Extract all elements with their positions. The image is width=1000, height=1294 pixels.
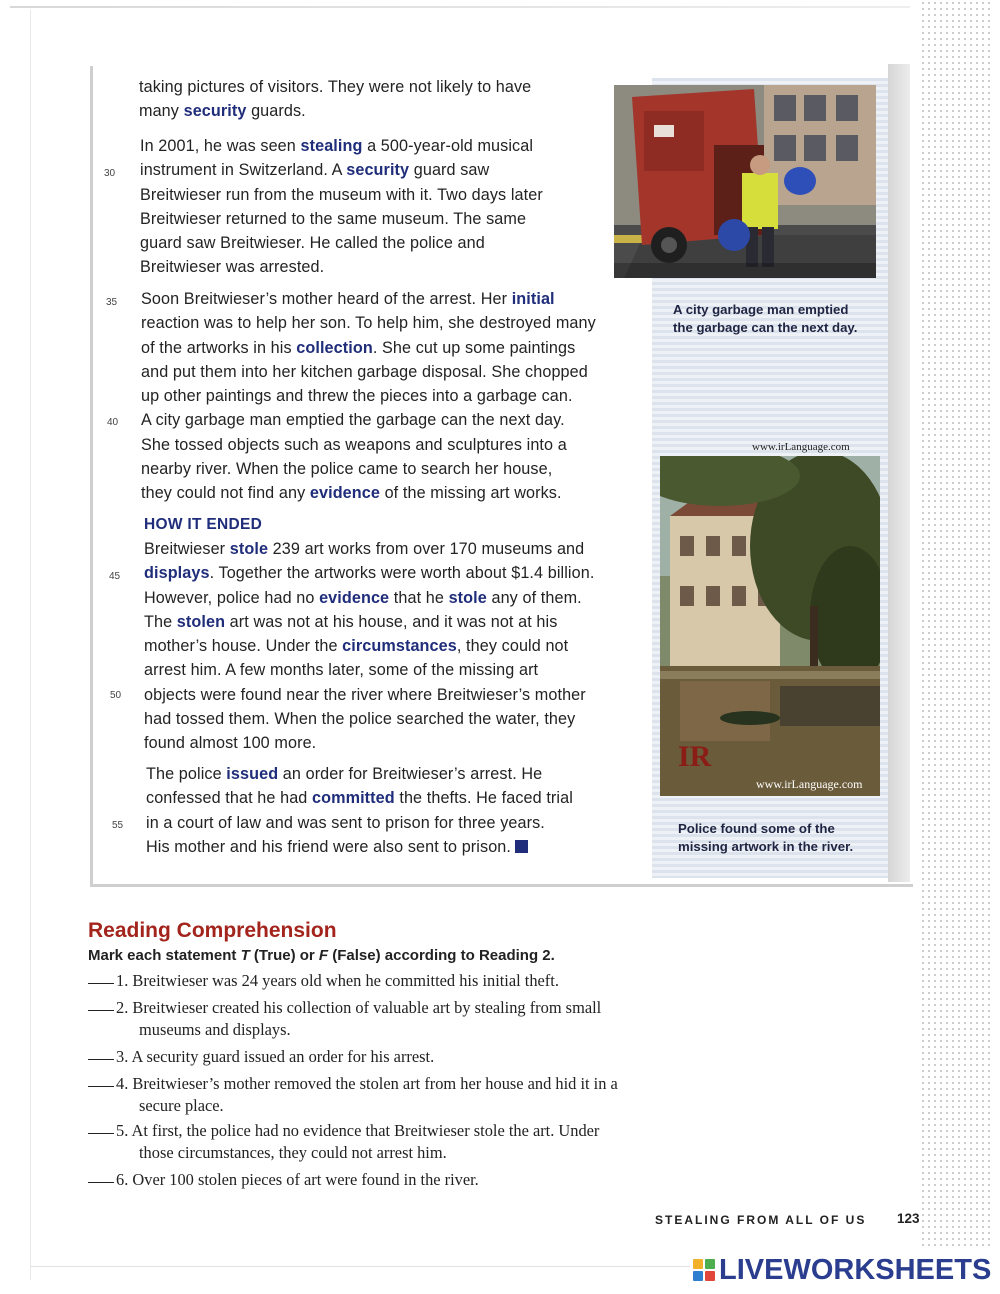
caption-line: A city garbage man emptied	[673, 302, 849, 317]
vocab-word: stolen	[176, 612, 226, 631]
line-number: 35	[106, 297, 118, 308]
vocab-word: circumstances	[342, 637, 457, 656]
line-number: 40	[107, 417, 119, 428]
reading-comprehension-title: Reading Comprehension	[88, 919, 337, 942]
river-caption	[678, 820, 853, 855]
paragraph-how-it-ended	[144, 537, 594, 756]
vocab-word: stealing	[300, 137, 363, 155]
vocab-word: security	[183, 102, 247, 121]
vocab-word: committed	[312, 789, 395, 808]
true-false-item: 4. Breitwieser’s mother removed the stolen art from her house and hid it in a secure place.	[88, 1073, 618, 1117]
paragraph-2001	[140, 134, 543, 280]
text-line: in a court of law and was sent to prison for three years.	[146, 813, 545, 832]
river-town-photo	[660, 456, 880, 796]
page-edge	[10, 6, 910, 8]
text-line: Breitwieser stole 239 art works from over 170 museums and	[144, 540, 585, 558]
reading-comprehension-instruction: Mark each statement T (True) or F (False) according to Reading 2.	[88, 947, 555, 964]
caption-line: missing artwork in the river.	[678, 838, 854, 854]
running-head: STEALING FROM ALL OF US	[655, 1213, 867, 1227]
text-line: His mother and his friend were also sent to prison.	[146, 835, 573, 859]
garbage-truck-illustration	[614, 85, 876, 278]
text-line: displays. Together the artworks were worth about $1.4 billion.	[144, 564, 595, 583]
site-credit: www.irLanguage.com	[752, 441, 850, 453]
caption-line: Police found some of the	[678, 821, 835, 836]
answer-blank[interactable]	[88, 1086, 114, 1087]
paragraph-mother	[141, 287, 596, 506]
text-line: reaction was to help her son. To help him, she destroyed many	[141, 314, 596, 333]
end-of-article-square-icon	[515, 840, 528, 853]
text-line: found almost 100 more.	[144, 734, 317, 753]
liveworksheets-logo-icon	[693, 1259, 715, 1281]
text-line: mother’s house. Under the circumstances, they could not	[144, 637, 569, 656]
text-line: objects were found near the river where Breitwieser’s mother	[144, 685, 586, 704]
text-line: arrest him. A few months later, some of the missing art	[144, 661, 539, 680]
true-false-item: 2. Breitwieser created his collection of valuable art by stealing from small museums and displays.	[88, 997, 601, 1041]
margin-dot-pattern	[920, 0, 990, 1250]
text-line: of the artworks in his collection. She cut up some paintings	[141, 338, 576, 357]
river-town-illustration	[660, 456, 880, 796]
true-false-item: 5. At first, the police had no evidence that Breitwieser stole the art. Under those circumstances, they could not arrest him.	[88, 1120, 599, 1164]
footer-rule	[30, 1266, 690, 1267]
vocab-word: stole	[448, 588, 487, 607]
true-false-item: 3. A security guard issued an order for his arrest.	[88, 1046, 434, 1068]
text-line: many security guards.	[139, 102, 306, 121]
text-line: She tossed objects such as weapons and sculptures into a	[141, 435, 567, 454]
paragraph-intro	[139, 75, 531, 124]
section-heading: HOW IT ENDED	[144, 516, 263, 533]
text-line: Breitwieser run from the museum with it. Two days later	[140, 185, 543, 204]
text-line: taking pictures of visitors. They were not likely to have	[139, 78, 532, 96]
garbage-truck-photo	[614, 85, 876, 278]
vocab-word: evidence	[309, 484, 380, 503]
page-number: 123	[897, 1211, 920, 1226]
text-line: In 2001, he was seen stealing a 500-year-old musical	[140, 137, 534, 155]
line-number: 55	[112, 820, 124, 831]
paragraph-arrest	[146, 762, 573, 859]
vocab-word: security	[346, 161, 410, 180]
text-line: The police issued an order for Breitwieser’s arrest. He	[146, 765, 543, 783]
text-line: The stolen art was not at his house, and it was not at his	[144, 612, 558, 631]
text-line: instrument in Switzerland. A security guard saw	[140, 161, 490, 180]
vocab-word: initial	[511, 290, 555, 308]
line-number: 50	[110, 690, 122, 701]
true-false-item: 1. Breitwieser was 24 years old when he committed his initial theft.	[88, 970, 559, 992]
vocab-word: collection	[296, 338, 373, 357]
vocab-word: evidence	[319, 588, 390, 607]
vocab-word: issued	[226, 765, 279, 783]
true-false-item: 6. Over 100 stolen pieces of art were found in the river.	[88, 1169, 479, 1191]
text-line: guard saw Breitwieser. He called the police and	[140, 234, 485, 253]
vocab-word: stole	[229, 540, 269, 558]
text-line: Breitwieser was arrested.	[140, 258, 325, 277]
right-rail	[888, 64, 910, 882]
text-line: Breitwieser returned to the same museum. The same	[140, 209, 527, 228]
text-line: they could not find any evidence of the missing art works.	[141, 484, 562, 503]
svg-text:IR: IR	[678, 740, 712, 773]
line-number: 30	[104, 168, 116, 179]
caption-line: the garbage can the next day.	[673, 319, 858, 335]
text-line: had tossed them. When the police searched the water, they	[144, 710, 576, 729]
liveworksheets-brand[interactable]	[693, 1253, 991, 1287]
text-line: up other paintings and threw the pieces into a garbage can.	[141, 387, 573, 406]
text-line: Soon Breitwieser’s mother heard of the arrest. Her initial	[141, 290, 555, 308]
svg-text:www.irLanguage.com: www.irLanguage.com	[756, 777, 863, 791]
answer-blank[interactable]	[88, 1059, 114, 1060]
text-line: A city garbage man emptied the garbage can the next day.	[141, 411, 565, 430]
line-number: 45	[109, 571, 121, 582]
text-line: However, police had no evidence that he stole any of them.	[144, 588, 582, 607]
vocab-word: displays	[144, 564, 210, 583]
text-line: nearby river. When the police came to search her house,	[141, 460, 553, 479]
answer-blank[interactable]	[88, 1133, 114, 1134]
garbage-truck-caption	[673, 301, 857, 336]
answer-blank[interactable]	[88, 1182, 114, 1183]
answer-blank[interactable]	[88, 983, 114, 984]
text-line: and put them into her kitchen garbage disposal. She chopped	[141, 362, 588, 381]
page-edge-left	[30, 10, 31, 1280]
liveworksheets-wordmark: LIVEWORKSHEETS	[719, 1253, 992, 1286]
answer-blank[interactable]	[88, 1010, 114, 1011]
text-line: confessed that he had committed the thefts. He faced trial	[146, 789, 573, 808]
